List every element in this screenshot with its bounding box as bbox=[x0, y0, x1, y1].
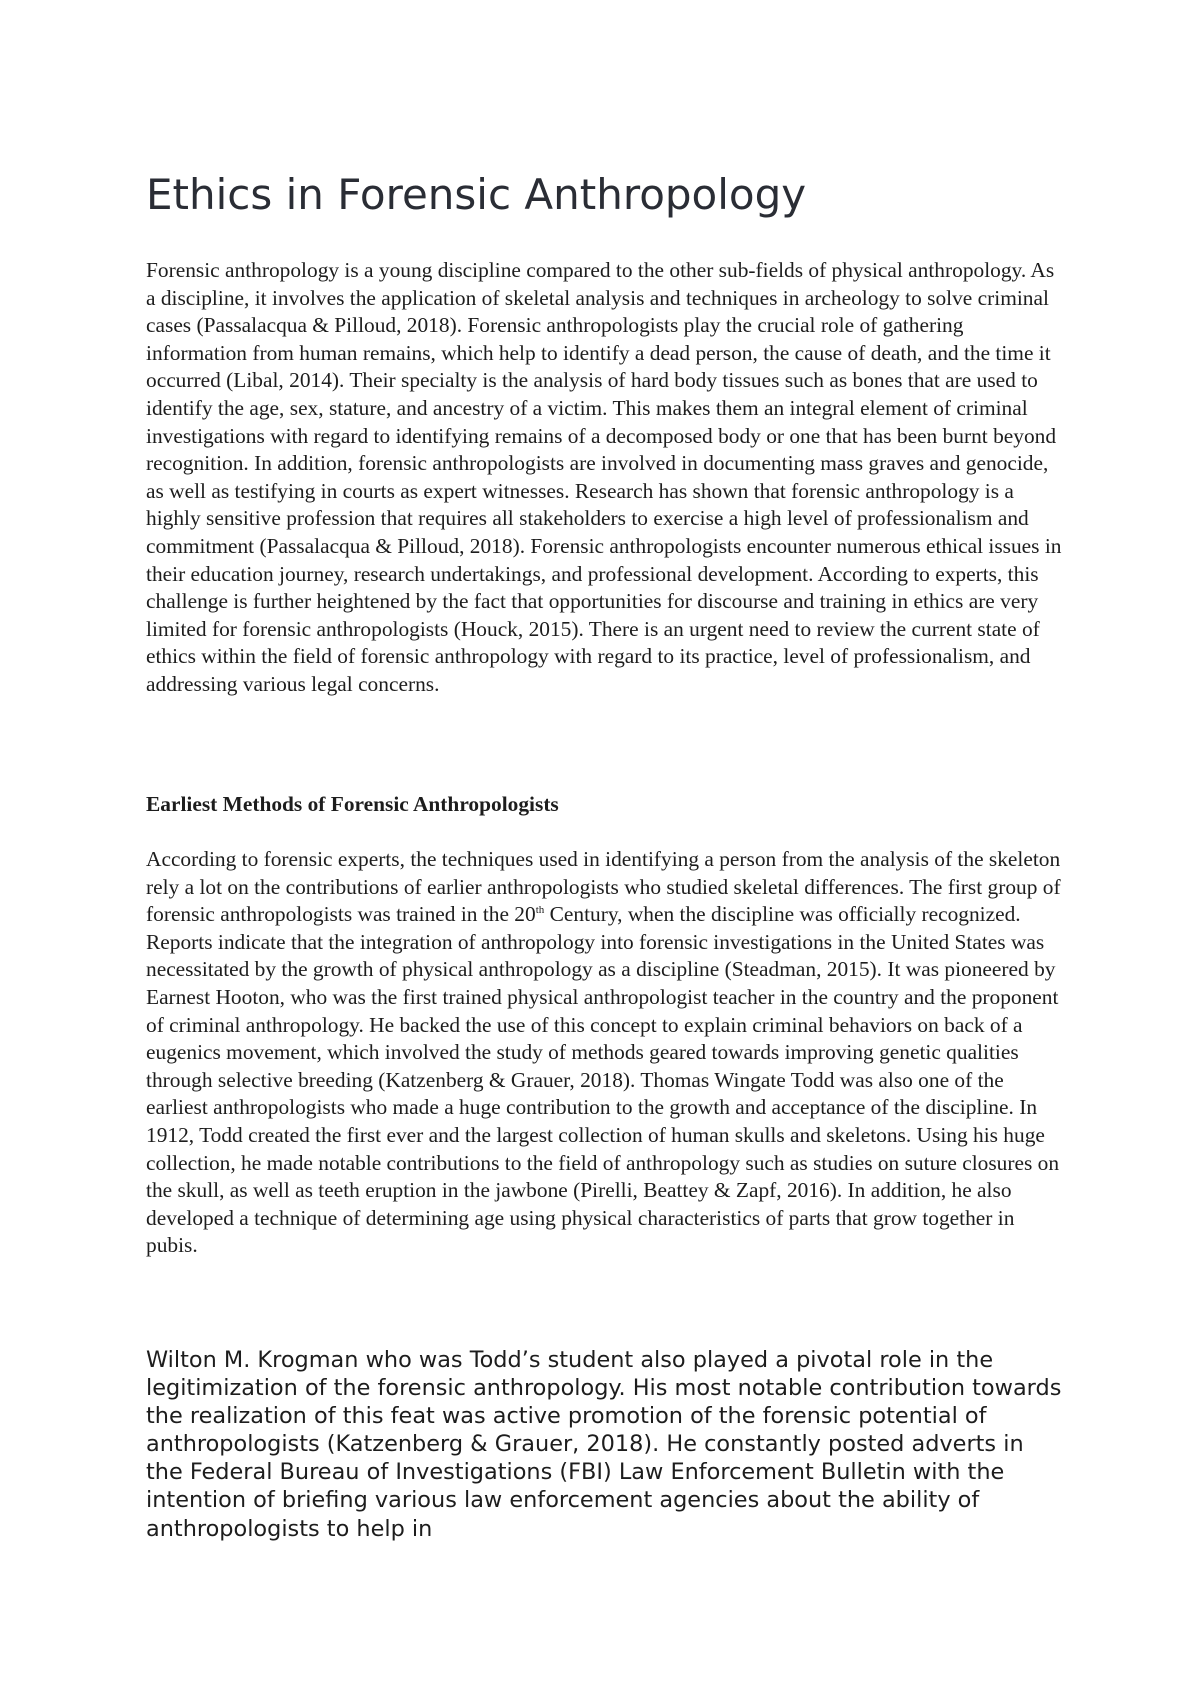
section-heading-earliest-methods: Earliest Methods of Forensic Anthropologists bbox=[146, 792, 559, 816]
paragraph-earliest-methods bbox=[146, 846, 1064, 1260]
paragraph-krogman: Wilton M. Krogman who was Todd’s student also played a pivotal role in the legitimization of the forensic anthropology. His most notable contribution towards the realization of this feat was active promotion of the forensic potential of anthropologists (Katzenberg & Grauer, 2018). He constantly posted adverts in the Federal Bureau of Investigations (FBI) Law Enforcement Bulletin with the intention of briefing various law enforcement agencies about the ability of anthropologists to help in bbox=[146, 1347, 1062, 1542]
paragraph-text-part: Century, when the discipline was officially recognized. Reports indicate that the integration of anthropology into forensic investigations in the United States was necessitated by the growth of physical anthropology as a discipline (Steadman, 2015). It was pioneered by Earnest Hooton, who was the first trained physical anthropologist teacher in the country and the proponent of criminal anthropology. He backed the use of this concept to explain criminal behaviors on back of a eugenics movement, which involved the study of methods geared towards improving genetic qualities through selective breeding (Katzenberg & Grauer, 2018). Thomas Wingate Todd was also one of the earliest anthropologists who made a huge contribution to the growth and acceptance of the discipline. In 1912, Todd created the first ever and the largest collection of human skulls and skeletons. Using his huge collection, he made notable contributions to the field of anthropology such as studies on suture closures on the skull, as well as teeth eruption in the jawbone (Pirelli, Beattey & Zapf, 2016). In addition, he also developed a technique of determining age using physical characteristics of parts that grow together in pubis. bbox=[146, 902, 1060, 1258]
paragraph-text-part: According to forensic experts, the techniques used in identifying a person from the analysis of the skeleton rely a lot on the contributions of earlier anthropologists who studied skeletal differences. The first group of forensic anthropologists was trained in the 20 bbox=[146, 847, 1061, 927]
superscript-ordinal: th bbox=[535, 904, 545, 917]
paragraph-introduction: Forensic anthropology is a young discipline compared to the other sub-fields of physical anthropology. As a discipline, it involves the application of skeletal analysis and techniques in archeology to solve criminal cases (Passalacqua & Pilloud, 2018). Forensic anthropologists play the crucial role of gathering information from human remains, which help to identify a dead person, the cause of death, and the time it occurred (Libal, 2014). Their specialty is the analysis of hard body tissues such as bones that are used to identify the age, sex, stature, and ancestry of a victim. This makes them an integral element of criminal investigations with regard to identifying remains of a decomposed body or one that has been burnt beyond recognition. In addition, forensic anthropologists are involved in documenting mass graves and genocide, as well as testifying in courts as expert witnesses. Research has shown that forensic anthropology is a highly sensitive profession that requires all stakeholders to exercise a high level of professionalism and commitment (Passalacqua & Pilloud, 2018). Forensic anthropologists encounter numerous ethical issues in their education journey, research undertakings, and professional development. According to experts, this challenge is further heightened by the fact that opportunities for discourse and training in ethics are very limited for forensic anthropologists (Houck, 2015). There is an urgent need to review the current state of ethics within the field of forensic anthropology with regard to its practice, level of professionalism, and addressing various legal concerns. bbox=[146, 258, 1062, 696]
document-title: Ethics in Forensic Anthropology bbox=[146, 170, 807, 219]
